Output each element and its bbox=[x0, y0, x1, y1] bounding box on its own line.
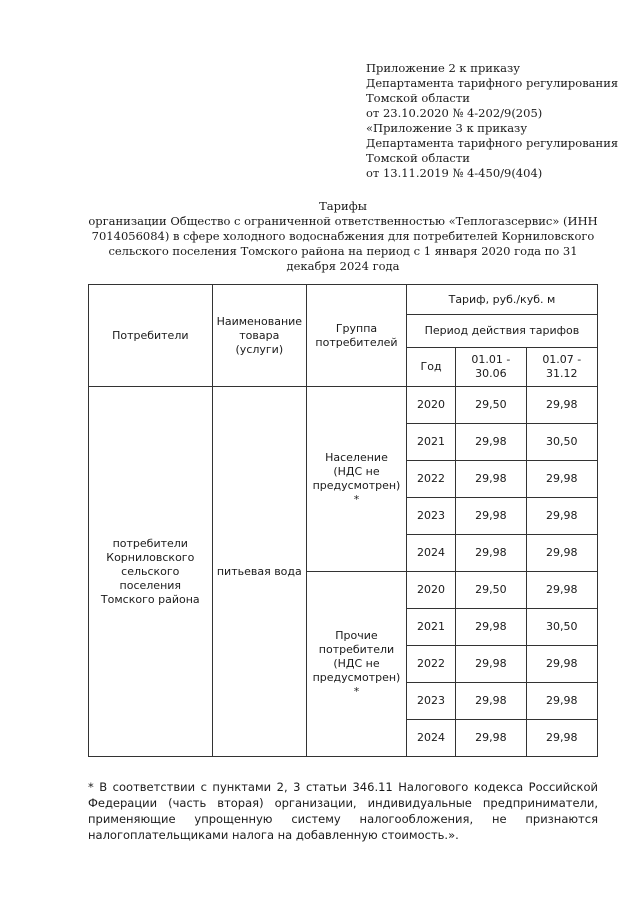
tariff-h1-cell: 29,98 bbox=[456, 424, 526, 461]
header-period: Период действия тарифов bbox=[406, 315, 597, 348]
tariff-h1-cell: 29,98 bbox=[456, 646, 526, 683]
tariff-table bbox=[88, 284, 598, 757]
year-cell: 2021 bbox=[406, 609, 455, 646]
product-cell: питьевая вода bbox=[212, 387, 306, 757]
tariff-h1-cell: 29,98 bbox=[456, 609, 526, 646]
header-line: Департамента тарифного регулирования bbox=[366, 76, 619, 90]
header-line: Приложение 2 к приказу bbox=[366, 61, 521, 75]
header-line: от 23.10.2020 № 4-202/9(205) bbox=[366, 106, 543, 120]
header-half2: 01.07 - 31.12 bbox=[526, 348, 597, 387]
header-half1: 01.01 - 30.06 bbox=[456, 348, 526, 387]
tariff-h2-cell: 29,98 bbox=[526, 720, 597, 757]
table-row bbox=[89, 387, 598, 424]
year-cell: 2020 bbox=[406, 572, 455, 609]
tariff-h1-cell: 29,98 bbox=[456, 535, 526, 572]
header-tariff: Тариф, руб./куб. м bbox=[406, 285, 597, 315]
header-product: Наименование товара (услуги) bbox=[212, 285, 306, 387]
tariff-h1-cell: 29,98 bbox=[456, 720, 526, 757]
year-cell: 2021 bbox=[406, 424, 455, 461]
header-line: Томской области bbox=[366, 151, 470, 165]
tariff-h2-cell: 29,98 bbox=[526, 646, 597, 683]
tariff-h2-cell: 29,98 bbox=[526, 572, 597, 609]
tariff-h2-cell: 30,50 bbox=[526, 424, 597, 461]
header-line: «Приложение 3 к приказу bbox=[366, 121, 528, 135]
tariff-h1-cell: 29,98 bbox=[456, 461, 526, 498]
year-cell: 2022 bbox=[406, 646, 455, 683]
tariff-h1-cell: 29,98 bbox=[456, 683, 526, 720]
year-cell: 2023 bbox=[406, 498, 455, 535]
title-body: организации Общество с ограниченной ответственностью «Теплогазсервис» (ИНН 7014056084) в сфере холодного водоснабжения для потребителей Корниловского сельского поселения Томского района на период с 1 января 2020 года по 31 декабря 2024 года bbox=[88, 214, 598, 273]
header-year: Год bbox=[406, 348, 455, 387]
header-line: от 13.11.2019 № 4-450/9(404) bbox=[366, 166, 543, 180]
header-consumers: Потребители bbox=[89, 285, 213, 387]
title-heading: Тарифы bbox=[319, 199, 367, 213]
group-cell: Прочие потребители (НДС не предусмотрен) * bbox=[307, 572, 407, 757]
vat-footnote: * В соответствии с пунктами 2, 3 статьи 346.11 Налогового кодекса Российской Федерации (часть вторая) организации, индивидуальные предприниматели, применяющие упрощенную систему налогообложения, не признаются налогоплательщиками налога на добавленную стоимость.». bbox=[88, 780, 598, 842]
tariff-h2-cell: 29,98 bbox=[526, 498, 597, 535]
year-cell: 2020 bbox=[406, 387, 455, 424]
year-cell: 2023 bbox=[406, 683, 455, 720]
tariff-h2-cell: 29,98 bbox=[526, 387, 597, 424]
tariff-h1-cell: 29,50 bbox=[456, 572, 526, 609]
group-cell: Население (НДС не предусмотрен) * bbox=[307, 387, 407, 572]
year-cell: 2024 bbox=[406, 720, 455, 757]
tariff-h1-cell: 29,50 bbox=[456, 387, 526, 424]
tariff-h1-cell: 29,98 bbox=[456, 498, 526, 535]
year-cell: 2024 bbox=[406, 535, 455, 572]
document-title bbox=[88, 199, 598, 274]
header-group: Группа потребителей bbox=[307, 285, 407, 387]
order-reference-block bbox=[366, 61, 636, 181]
tariff-h2-cell: 30,50 bbox=[526, 609, 597, 646]
header-line: Департамента тарифного регулирования bbox=[366, 136, 619, 150]
header-line: Томской области bbox=[366, 91, 470, 105]
tariff-h2-cell: 29,98 bbox=[526, 535, 597, 572]
year-cell: 2022 bbox=[406, 461, 455, 498]
consumers-cell: потребители Корниловского сельского поселения Томского района bbox=[89, 387, 213, 757]
tariff-h2-cell: 29,98 bbox=[526, 461, 597, 498]
tariff-h2-cell: 29,98 bbox=[526, 683, 597, 720]
